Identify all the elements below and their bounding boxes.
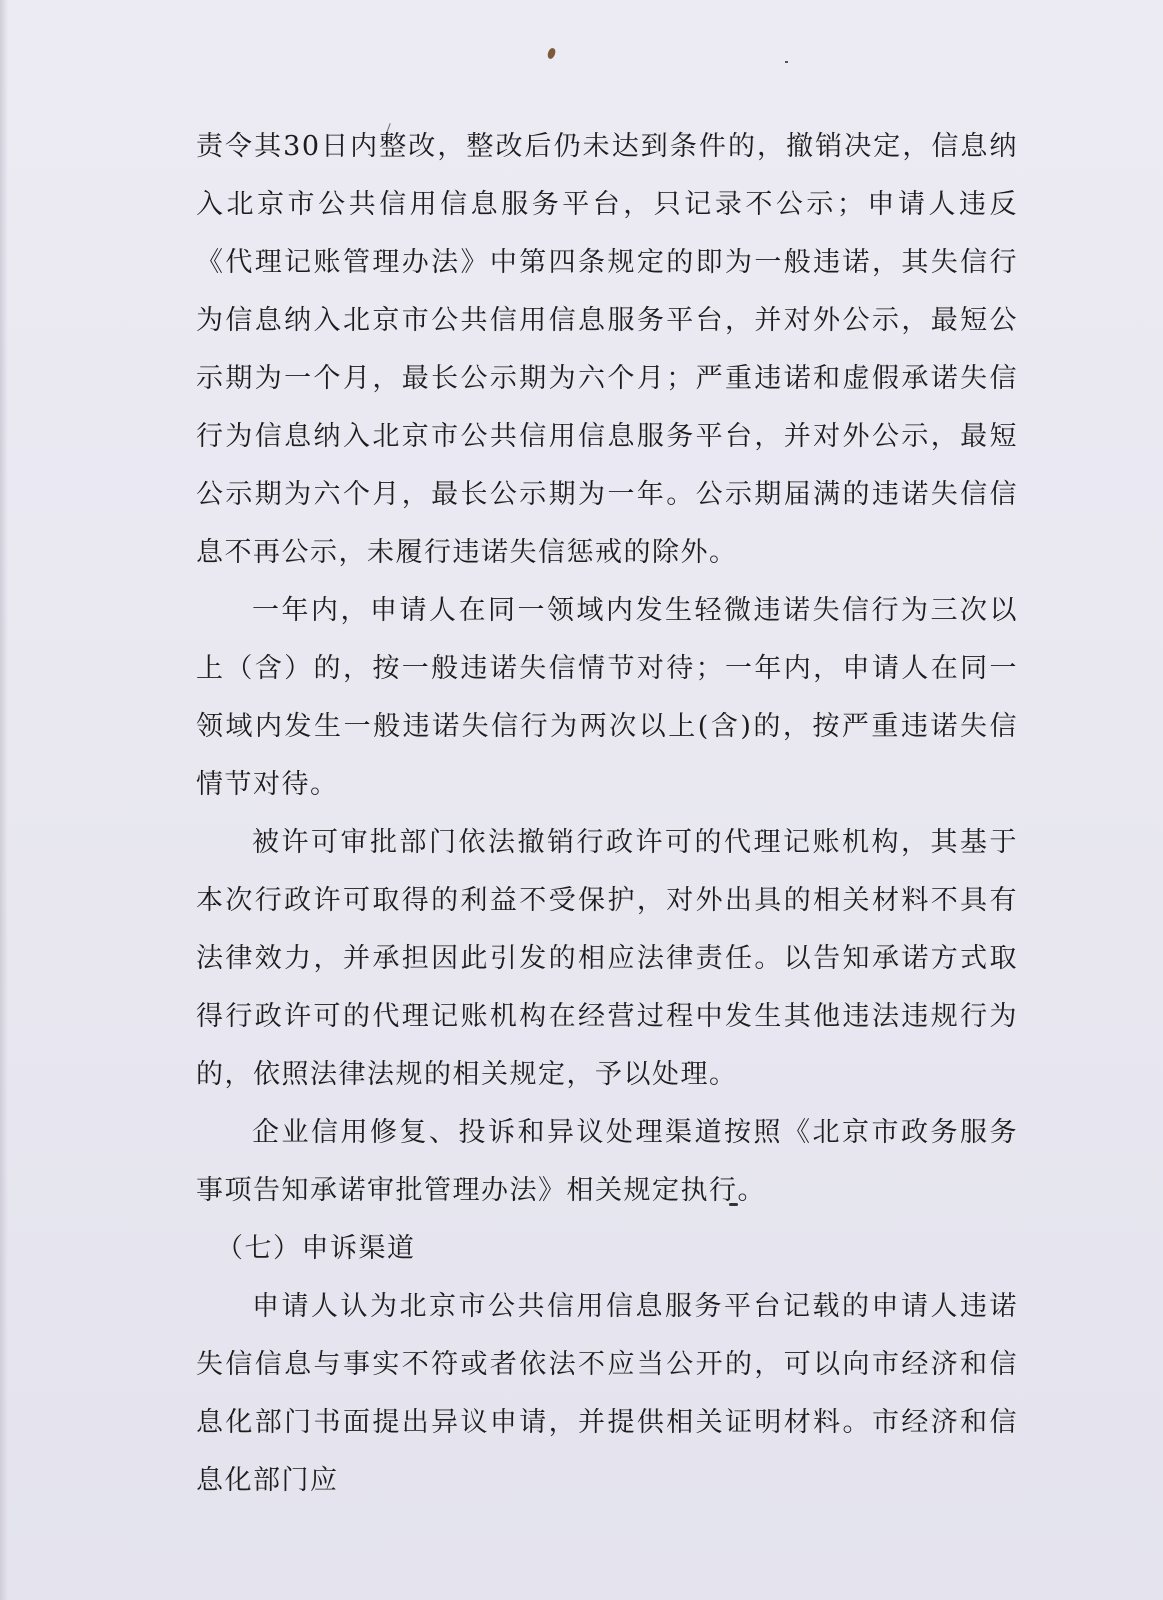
scan-speck: [547, 47, 557, 59]
paragraph: 被许可审批部门依法撤销行政许可的代理记账机构，其基于本次行政许可取得的利益不受保护，对外出具的相关材料不具有法律效力，并承担因此引发的相应法律责任。以告知承诺方式取得行政许可的代理记账机构在经营过程中发生其他违法违规行为的，依照法律法规的相关规定，予以处理。: [196, 827, 1018, 1090]
paragraph-continuation: 责令其30日内整改，整改后仍未达到条件的，撤销决定，信息纳入北京市公共信用信息服务平台，只记录不公示；申请人违反《代理记账管理办法》中第四条规定的即为一般违诺，其失信行为信息纳入北京市公共信用信息服务平台，并对外公示，最短公示期为一个月，最长公示期为六个月；严重违诺和虚假承诺失信行为信息纳入北京市公共信用信息服务平台，并对外公示，最短公示期为六个月，最长公示期为一年。公示期届满的违诺失信信息不再公示，未履行违诺失信惩戒的除外。: [196, 131, 1018, 568]
document-body: [196, 118, 1018, 1510]
section-heading: （七）申诉渠道: [216, 1233, 416, 1264]
paragraph: 一年内，申请人在同一领域内发生轻微违诺失信行为三次以上（含）的，按一般违诺失信情节对待；一年内，申请人在同一领域内发生一般违诺失信行为两次以上(含)的，按严重违诺失信情节对待。: [196, 595, 1018, 800]
scan-edge-shadow: [0, 0, 8, 1600]
paragraph: 申请人认为北京市公共信用信息服务平台记载的申请人违诺失信信息与事实不符或者依法不应当公开的，可以向市经济和信息化部门书面提出异议申请，并提供相关证明材料。市经济和信息化部门应: [196, 1291, 1018, 1496]
paragraph: 企业信用修复、投诉和异议处理渠道按照《北京市政务服务事项告知承诺审批管理办法》相关规定执行。: [196, 1117, 1018, 1206]
scan-speck: [785, 61, 788, 63]
